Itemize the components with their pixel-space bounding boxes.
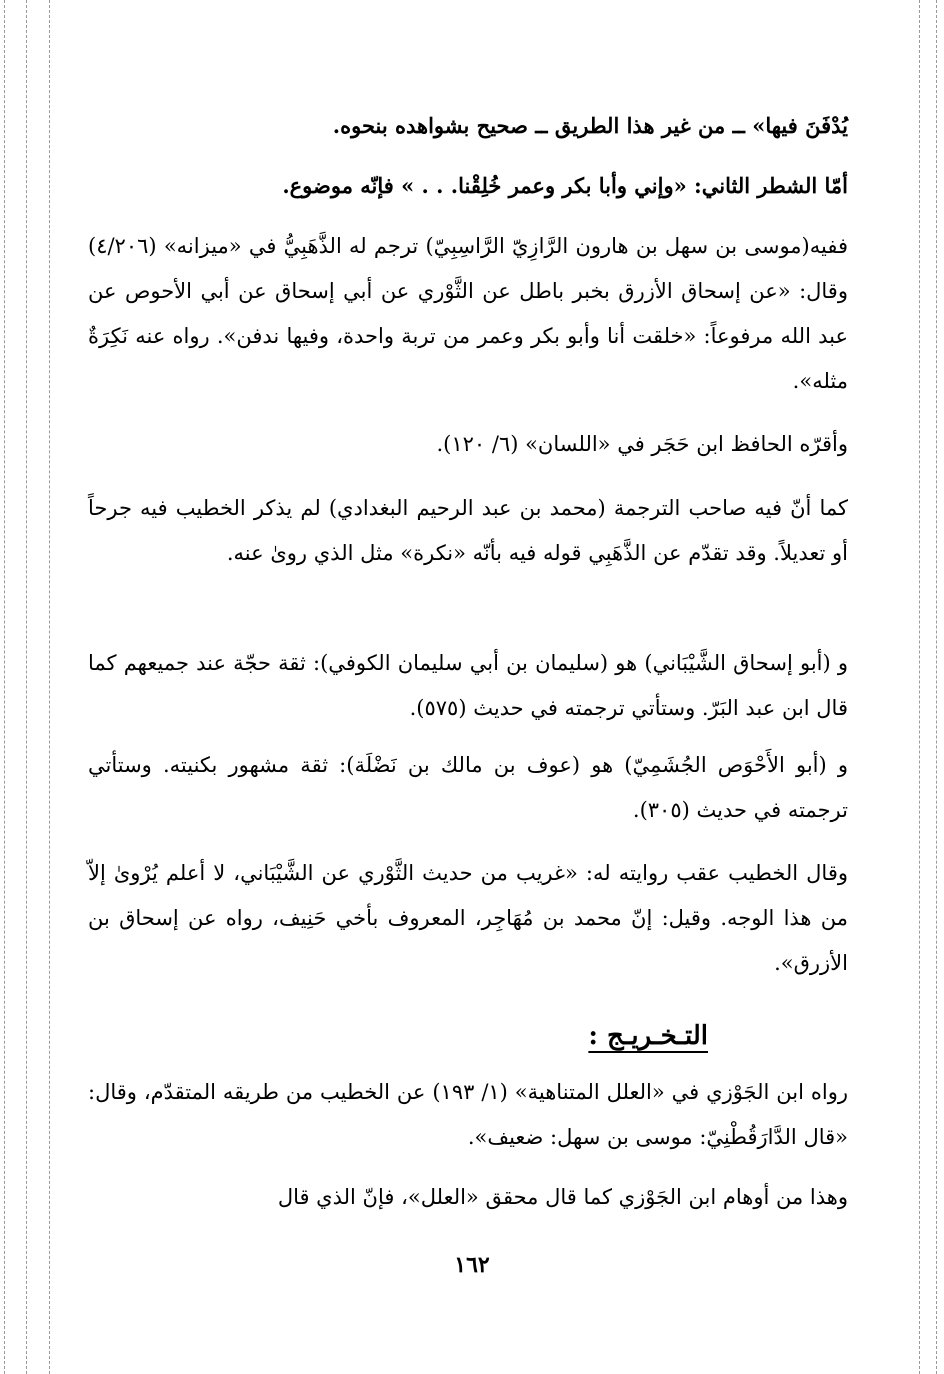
dashed-guide-line — [26, 0, 27, 1374]
paragraph-5: كما أنّ فيه صاحب الترجمة (محمد بن عبد الرحيم البغدادي) لم يذكر الخطيب فيه جرحاً أو تعديلاً. وقد تقدّم عن الذَّهَبِي قوله فيه بأنّه «نكرة» مثل الذي روىٰ عنه. — [88, 496, 848, 565]
paragraph-1: يُدْفَنَ فيها» ــ من غير هذا الطريق ــ صحيح بشواهده بنحوه. — [332, 113, 848, 138]
paragraph-2: أمّا الشطر الثاني: «وإني وأبا بكر وعمر خُلِقْنا. . . » فإنّه موضوع. — [282, 173, 848, 198]
paragraph-8: وقال الخطيب عقب روايته له: «غريب من حديث الثَّوْري عن الشَّيْبَاني، لا أعلم يُرْوىٰ إلاّ من هذا الوجه. وقيل: إنّ محمد بن مُهَاجِر، المعروف بأخي حَنِيف، رواه عن إسحاق بن الأزرق». — [88, 861, 848, 975]
dashed-guide-line — [919, 0, 920, 1374]
paragraph-10: وهذا من أوهام ابن الجَوْزي كما قال محقق «العلل»، فإنّ الذي قال — [277, 1185, 848, 1209]
paragraph-3: ففيه(موسى بن سهل بن هارون الرَّازِيّ الرَّاسِبِيّ) ترجم له الذَّهَبِيُّ في «ميزانه» (٤/٢٠٦) وقال: «عن إسحاق الأزرق بخبر باطل عن الثَّوْري عن أبي إسحاق عن أبي الأحوص عن عبد الله مرفوعاً: «خلقت أنا وأبو بكر وعمر من تربة واحدة، وفيها ندفن». رواه عنه نَكِرَةٌ مثله». — [88, 234, 848, 393]
page-number: ١٦٢ — [454, 1252, 490, 1278]
dashed-guide-line — [49, 0, 50, 1374]
dashed-guide-line — [936, 0, 937, 1374]
paragraph-4: وأقرّه الحافظ ابن حَجَر في «اللسان» (٦/ ١٢٠). — [436, 432, 848, 456]
section-heading: التـخـريـج : — [588, 1021, 708, 1051]
paragraph-6: و (أبو إسحاق الشَّيْبَاني) هو (سليمان بن أبي سليمان الكوفي): ثقة حجّة عند جميعهم كما قال ابن عبد البَرّ. وستأتي ترجمته في حديث (٥٧٥). — [88, 651, 848, 720]
paragraph-9: رواه ابن الجَوْزي في «العلل المتناهية» (١/ ١٩٣) عن الخطيب من طريقه المتقدّم، وقال: «قال الدَّارَقُطْنِيّ: موسى بن سهل: ضعيف». — [88, 1080, 848, 1149]
paragraph-7: و (أبو الأَحْوَص الجُشَمِيّ) هو (عوف بن مالك بن نَضْلَة): ثقة مشهور بكنيته. وستأتي ترجمته في حديث (٣٠٥). — [88, 753, 848, 822]
dashed-guide-line — [4, 0, 5, 1374]
